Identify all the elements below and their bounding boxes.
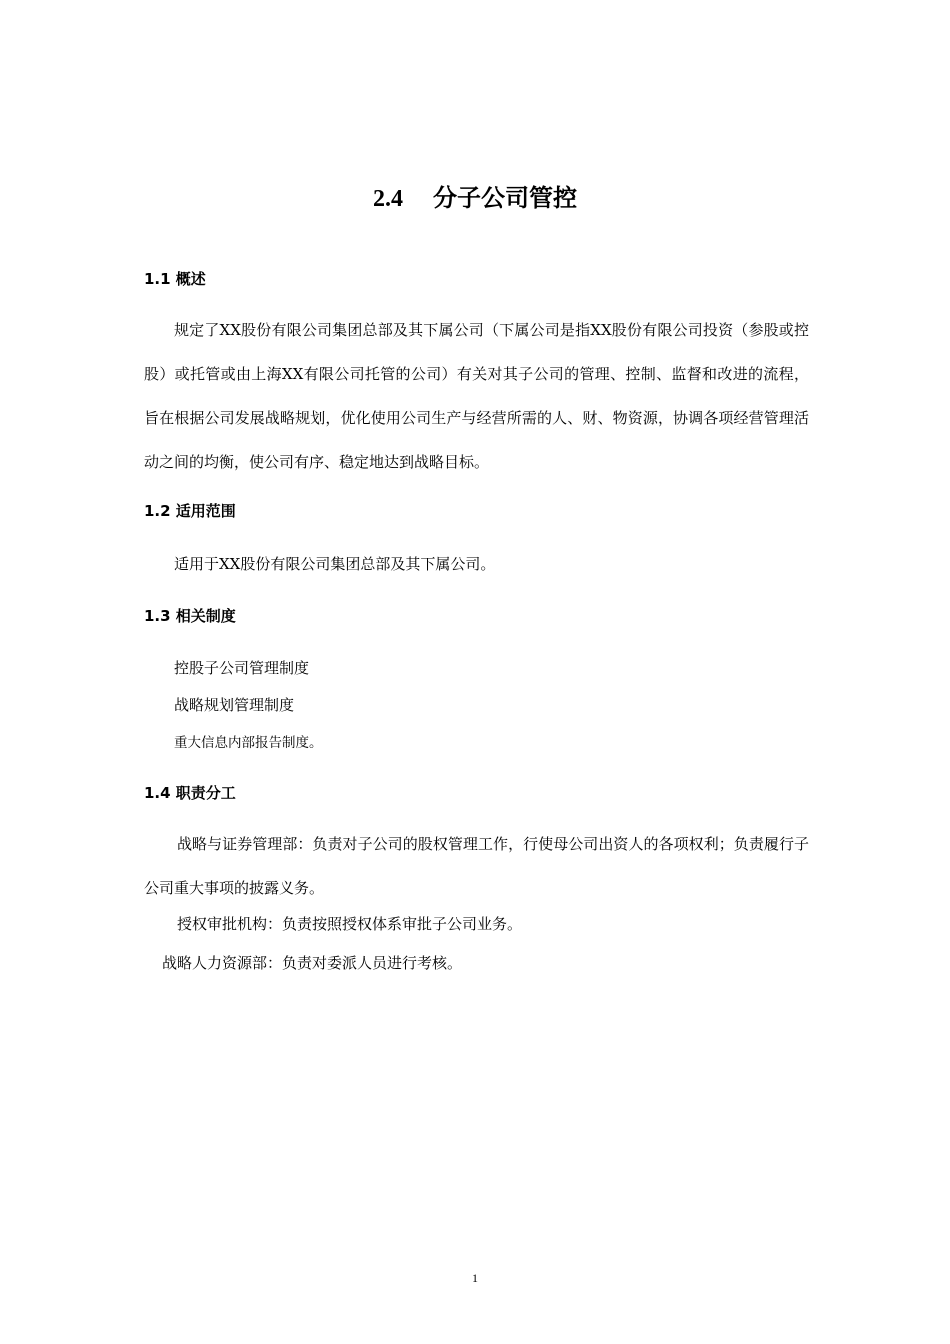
scope-text: 适用于XX股份有限公司集团总部及其下属公司。 [174,555,496,573]
page-number: 1 [472,1271,478,1285]
overview-paragraph: 规定了XX股份有限公司集团总部及其下属公司（下属公司是指XX股份有限公司投资（参股或控股）或托管或由上海XX有限公司托管的公司）有关对其子公司的管理、控制、监督和改进的流程，旨在根据公司发展战略规划，优化使用公司生产与经营所需的人、财、物资源，协调各项经营管理活动之间的均衡，使公司有序、稳定地达到战略目标。 [144,321,809,471]
section-heading-responsibilities: 1.4 职责分工 [144,784,236,802]
responsibilities-paragraph: 战略与证券管理部：负责对子公司的股权管理工作，行使母公司出资人的各项权利；负责履行子公司重大事项的披露义务。 [144,835,809,897]
document-title [0,180,950,217]
section-heading-overview: 1.1 概述 [144,270,206,288]
responsibility-line: 战略人力资源部：负责对委派人员进行考核。 [162,954,463,972]
title-text: 分子公司管控 [433,183,577,212]
policy-item: 控股子公司管理制度 [174,659,310,677]
section-heading-scope: 1.2 适用范围 [144,502,236,520]
policy-item: 战略规划管理制度 [174,696,295,714]
responsibility-line: 授权审批机构：负责按照授权体系审批子公司业务。 [177,915,523,933]
policy-item: 重大信息内部报告制度。 [174,735,323,751]
title-number: 2.4 [373,186,403,212]
section-heading-related-policies: 1.3 相关制度 [144,607,236,625]
